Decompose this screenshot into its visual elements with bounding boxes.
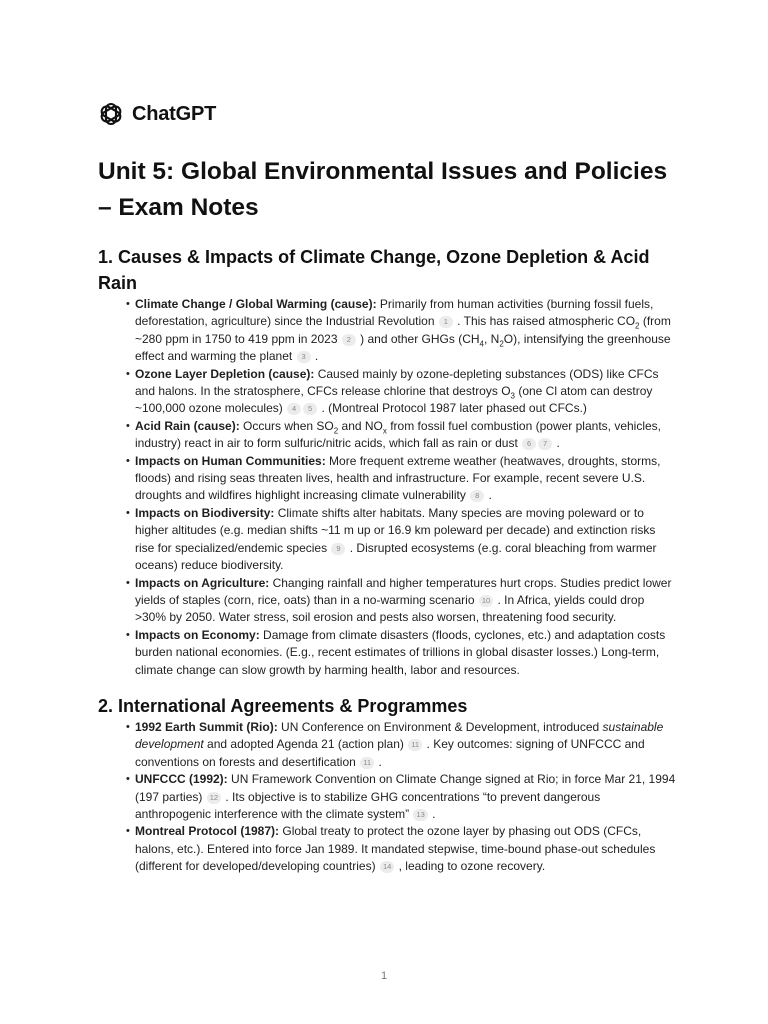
subscript: 2: [499, 339, 504, 349]
page-number: 1: [380, 970, 388, 982]
subscript: x: [382, 426, 387, 436]
brand-name: ChatGPT: [132, 102, 217, 125]
citation-badge[interactable]: 1: [439, 316, 453, 328]
citation-badge[interactable]: 13: [413, 809, 427, 821]
bullet-term: Impacts on Economy:: [135, 627, 260, 642]
citation-badge[interactable]: 2: [342, 334, 356, 346]
list-item: • Acid Rain (cause): Occurs when $SO_2$ and $NO_x$ from fossil fuel combustion (power plants, vehicles, industry) react in air to form sulfuric/nitric acids, which fall as rain or dust 6 7 .: [126, 418, 678, 453]
citation-badge[interactable]: 14: [380, 861, 394, 873]
subscript: 4: [479, 339, 484, 349]
citation-badge[interactable]: 9: [331, 543, 345, 555]
brand-header: [98, 100, 678, 128]
bullet-term: 1992 Earth Summit (Rio):: [135, 719, 278, 734]
section-1-list: [98, 296, 678, 679]
document-title: Unit 5: Global Environmental Issues and Policies – Exam Notes: [98, 158, 668, 221]
citation-badge[interactable]: 11: [408, 739, 422, 751]
list-item: • Impacts on Agriculture: Changing rainfall and higher temperatures hurt crops. Studies predict lower yields of staples (corn, rice, oats) than in a no-warming scenario 10 . In Africa, yields could drop >30% by 2050. Water stress, soil erosion and pests also worsen, threatening food security.: [126, 575, 678, 627]
subscript: 2: [333, 426, 339, 436]
list-item: • Ozone Layer Depletion (cause): Caused mainly by ozone-depleting substances (ODS) like CFCs and halons. In the stratosphere, CFCs release chlorine that destroys $O_3$ (one Cl atom can destroy ~100,000 ozone molecules) 4 5 . (Montreal Protocol 1987 later phased out CFCs.): [126, 366, 678, 418]
list-item: • Impacts on Human Communities: More frequent extreme weather (heatwaves, droughts, storms, floods) and rising seas threaten lives, health and infrastructure. For example, recent severe U.S. droughts and wildfires highlight increasing climate vulnerability 8 .: [126, 453, 678, 505]
bullet-term: UNFCCC (1992):: [135, 772, 228, 787]
citation-badge[interactable]: 5: [303, 403, 317, 415]
emphasis-text: sustainable development: [135, 719, 664, 752]
citation-badge[interactable]: 3: [297, 351, 311, 363]
citation-badge[interactable]: 12: [207, 792, 221, 804]
section-2-list: [98, 719, 678, 876]
citation-badge[interactable]: 10: [479, 595, 493, 607]
bullet-term: Impacts on Human Communities:: [135, 453, 326, 468]
bullet-term: Montreal Protocol (1987):: [135, 824, 280, 839]
openai-knot-icon: [98, 101, 124, 127]
list-item: • Impacts on Economy: Damage from climate disasters (floods, cyclones, etc.) and adaptation costs burden national economies. (E.g., recent estimates of trillions in global disaster losses.) Long-term, climate change can slow growth by harming health, labor and resources.: [126, 627, 678, 679]
bullet-term: Climate Change / Global Warming (cause):: [135, 297, 377, 311]
section-heading: 1. Causes & Impacts of Climate Change, Ozone Depletion & Acid Rain: [98, 247, 650, 293]
bullet-term: Acid Rain (cause):: [135, 418, 240, 433]
citation-badge[interactable]: 6: [522, 438, 536, 450]
subscript: 3: [510, 391, 515, 401]
section-heading: 2. International Agreements & Programmes: [98, 695, 468, 716]
list-item: • Impacts on Biodiversity: Climate shifts alter habitats. Many species are moving poleward or to higher altitudes (e.g. median shifts ~11 m up or 16.9 km poleward per decade) and extinction risks rise for specialized/endemic species 9 . Disrupted ecosystems (e.g. coral bleaching from warmer oceans) reduce biodiversity.: [126, 505, 678, 575]
document-page: [98, 100, 678, 876]
citation-badge[interactable]: 11: [360, 757, 374, 769]
citation-badge[interactable]: 4: [287, 403, 301, 415]
bullet-term: Ozone Layer Depletion (cause):: [135, 366, 315, 381]
list-item: • 1992 Earth Summit (Rio): UN Conference on Environment & Development, introduced sustainable development and adopted Agenda 21 (action plan) 11 . Key outcomes: signing of UNFCCC and conventions on forests and desertification 11 .: [126, 719, 678, 771]
subscript: 2: [635, 321, 640, 331]
bullet-term: Impacts on Agriculture:: [135, 575, 270, 590]
citation-badge[interactable]: 7: [538, 438, 552, 450]
list-item: • UNFCCC (1992): UN Framework Convention on Climate Change signed at Rio; in force Mar 21, 1994 (197 parties) 12 . Its objective is to stabilize GHG concentrations “to prevent dangerous anthropogenic interference with the climate system” 13 .: [126, 771, 678, 823]
list-item: • Climate Change / Global Warming (cause): Primarily from human activities (burning fossil fuels, deforestation, agriculture) since the Industrial Revolution 1 . This has raised atmospheric $CO_2$ (from ~280 ppm in 1750 to 419 ppm in 2023 2 ) and other GHGs ($CH_4$, $N_2O$), intensifying the greenhouse effect and warming the planet 3 .: [126, 296, 678, 366]
bullet-term: Impacts on Biodiversity:: [135, 505, 275, 520]
citation-badge[interactable]: 8: [470, 490, 484, 502]
list-item: • Montreal Protocol (1987): Global treaty to protect the ozone layer by phasing out ODS (CFCs, halons, etc.). Entered into force Jan 1989. It mandated stepwise, time-bound phase-out schedules (different for developed/developing countries) 14 , leading to ozone recovery.: [126, 823, 678, 875]
